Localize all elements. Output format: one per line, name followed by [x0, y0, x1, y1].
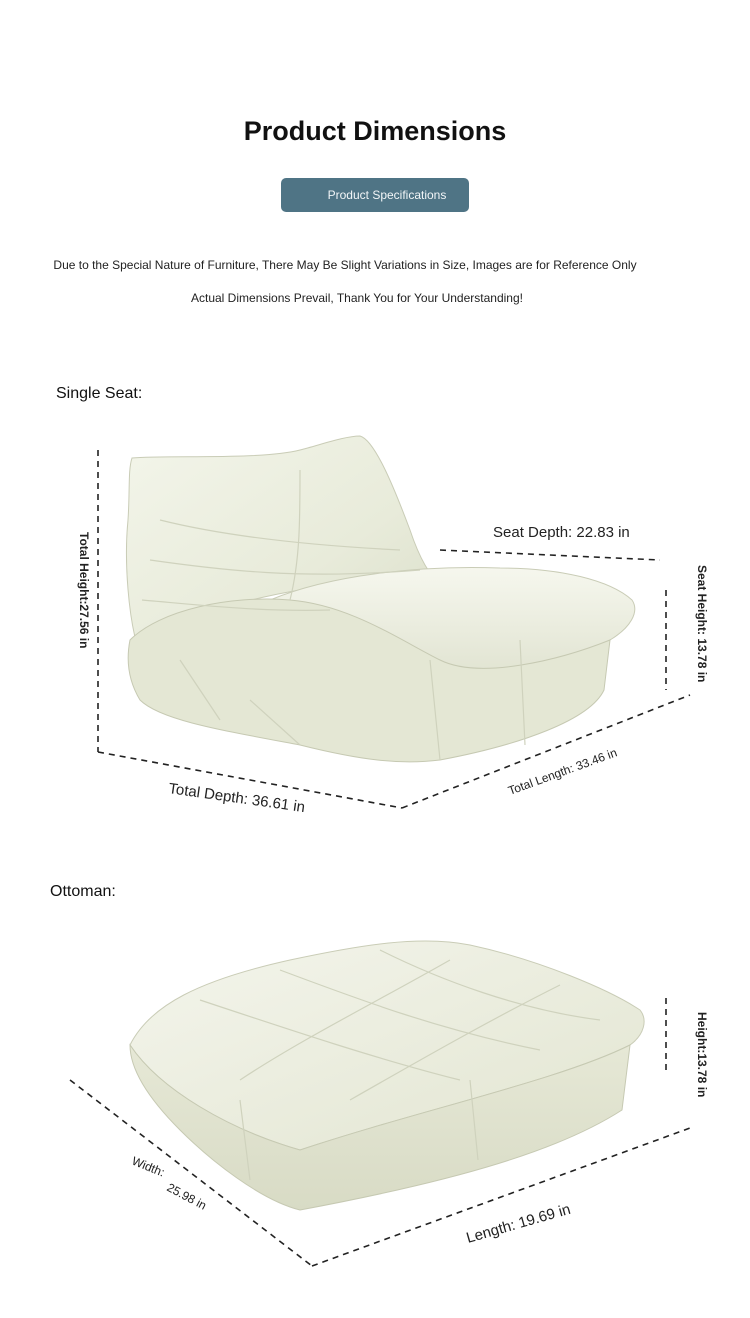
ottoman-width-value: 25.98 in: [164, 1180, 209, 1213]
single-seat-image: [127, 436, 635, 762]
single-seat-diagram: [0, 420, 750, 860]
seat-depth-label: Seat Depth: 22.83 in: [493, 524, 630, 541]
ottoman-diagram: [0, 920, 750, 1290]
ottoman-label: Ottoman:: [50, 883, 116, 900]
total-height-label: Total Height:27.56 in: [77, 532, 91, 649]
seat-height-label: Seat Height: 13.78 in: [695, 565, 709, 683]
ottoman-length-label: Length: 19.69 in: [464, 1200, 573, 1247]
total-length-label: Total Length: 33.46 in: [506, 745, 619, 798]
total-depth-label: Total Depth: 36.61 in: [167, 780, 307, 817]
ottoman-height-label: Height:13.78 in: [695, 1012, 709, 1098]
variation-notice: Due to the Special Nature of Furniture, There May Be Slight Variations in Size, Images are for Reference Only: [53, 258, 637, 272]
ottoman-width-label: Width:: [129, 1153, 167, 1180]
ottoman-image: [130, 941, 644, 1213]
page-title: Product Dimensions: [243, 116, 507, 146]
dimensions-notice: Actual Dimensions Prevail, Thank You for Your Understanding!: [191, 291, 523, 305]
product-specifications-button[interactable]: Product Specifications: [281, 178, 469, 212]
single-seat-label: Single Seat:: [56, 385, 143, 402]
